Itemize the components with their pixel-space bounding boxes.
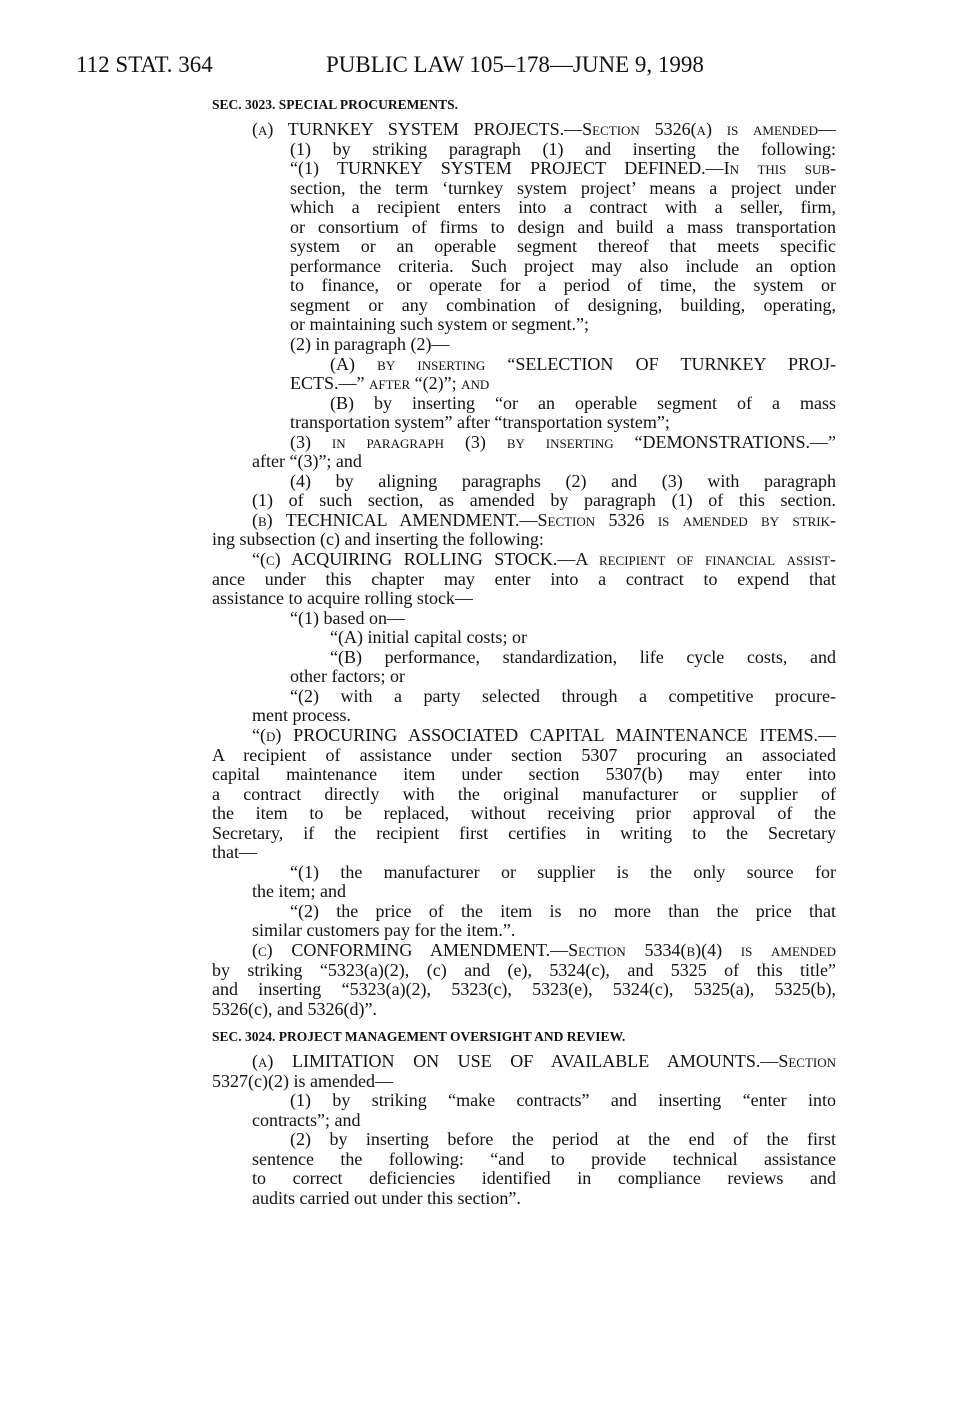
document-text-line: or maintaining such system or segment.”;: [290, 314, 589, 335]
document-text-line: a contract directly with the original manufacturer or supplier of: [212, 783, 836, 804]
document-text-line: ment process.: [252, 705, 351, 726]
document-text-line: (b) TECHNICAL AMENDMENT.—Section 5326 is amended by strik-: [252, 509, 836, 530]
section-heading: SEC. 3023. SPECIAL PROCUREMENTS.: [212, 97, 459, 112]
document-text-line: (1) by striking “make contracts” and inserting “enter into: [290, 1090, 836, 1111]
public-law-title: PUBLIC LAW 105–178—JUNE 9, 1998: [326, 52, 704, 77]
document-text-line: “(c) ACQUIRING ROLLING STOCK.—A recipient of financial assist-: [252, 549, 836, 570]
document-text-line: after “(3)”; and: [252, 451, 362, 472]
document-text-line: which a recipient enters into a contract with a seller, firm,: [290, 197, 836, 218]
document-text-line: contracts”; and: [252, 1109, 361, 1130]
document-text-line: “(2) with a party selected through a competitive procure-: [290, 685, 836, 706]
document-body: [212, 96, 836, 1209]
document-text-line: section, the term ‘turnkey system project’ means a project under: [290, 177, 836, 198]
document-text-line: (3) in paragraph (3) by inserting “DEMONSTRATIONS.—”: [290, 431, 836, 452]
document-text-line: that—: [212, 842, 257, 863]
document-text-line: audits carried out under this section”.: [252, 1187, 521, 1208]
document-text-line: 5326(c), and 5326(d)”.: [212, 998, 377, 1019]
document-text-line: segment or any combination of designing, building, operating,: [290, 294, 836, 315]
document-text-line: to correct deficiencies identified in compliance reviews and: [252, 1168, 836, 1189]
document-text-line: by striking “5323(a)(2), (c) and (e), 5324(c), and 5325 of this title”: [212, 959, 836, 980]
document-text-line: to finance, or operate for a period of time, the system or: [290, 275, 836, 296]
document-text-line: sentence the following: “and to provide technical assistance: [252, 1148, 836, 1169]
document-text-line: similar customers pay for the item.”.: [252, 920, 516, 941]
document-text-line: (B) by inserting “or an operable segment of a mass: [330, 392, 836, 413]
document-text-line: Secretary, if the recipient first certifies in writing to the Secretary: [212, 822, 836, 843]
document-text-line: system or an operable segment thereof that meets specific: [290, 236, 836, 257]
document-text-line: (2) by inserting before the period at the end of the first: [290, 1129, 836, 1150]
document-text-line: performance criteria. Such project may also include an option: [290, 255, 836, 276]
document-text-line: transportation system” after “transportation system”;: [290, 412, 670, 433]
document-text-line: other factors; or: [290, 666, 405, 687]
document-text-line: ing subsection (c) and inserting the following:: [212, 529, 544, 550]
document-text-line: (c) CONFORMING AMENDMENT.—Section 5334(b)(4) is amended: [252, 939, 836, 960]
document-text-line: capital maintenance item under section 5307(b) may enter into: [212, 764, 836, 785]
document-text-line: “(d) PROCURING ASSOCIATED CAPITAL MAINTENANCE ITEMS.—: [252, 724, 836, 745]
document-text-line: the item; and: [252, 881, 346, 902]
document-text-line: (A) by inserting “SELECTION OF TURNKEY PROJ-: [330, 353, 836, 374]
page-header: [76, 52, 776, 82]
document-text-line: A recipient of assistance under section 5307 procuring an associated: [212, 744, 836, 765]
section-heading: SEC. 3024. PROJECT MANAGEMENT OVERSIGHT AND REVIEW.: [212, 1029, 626, 1045]
document-text-line: (4) by aligning paragraphs (2) and (3) with paragraph: [290, 470, 836, 491]
document-text-line: the item to be replaced, without receiving prior approval of the: [212, 803, 836, 824]
document-text-line: “(1) the manufacturer or supplier is the only source for: [290, 861, 836, 882]
document-text-line: “(B) performance, standardization, life cycle costs, and: [330, 646, 836, 667]
document-text-line: (2) in paragraph (2)—: [290, 334, 450, 355]
document-text-line: (a) LIMITATION ON USE OF AVAILABLE AMOUNTS.—Section: [252, 1051, 836, 1072]
statute-page-citation: 112 STAT. 364: [76, 52, 213, 77]
document-text-line: “(2) the price of the item is no more than the price that: [290, 900, 836, 921]
document-text-line: “(1) based on—: [290, 607, 405, 628]
document-text-line: 5327(c)(2) is amended—: [212, 1070, 393, 1091]
document-text-line: (1) by striking paragraph (1) and inserting the following:: [290, 138, 836, 159]
document-text-line: “(1) TURNKEY SYSTEM PROJECT DEFINED.—In this sub-: [290, 158, 836, 179]
document-text-line: assistance to acquire rolling stock—: [212, 588, 473, 609]
document-text-line: (1) of such section, as amended by paragraph (1) of this section.: [252, 490, 836, 511]
document-text-line: (a) TURNKEY SYSTEM PROJECTS.—Section 5326(a) is amended—: [252, 119, 836, 139]
document-text-line: “(A) initial capital costs; or: [330, 627, 527, 648]
document-text-line: and inserting “5323(a)(2), 5323(c), 5323(e), 5324(c), 5325(a), 5325(b),: [212, 979, 836, 1000]
document-text-line: or consortium of firms to design and build a mass transportation: [290, 216, 836, 237]
document-text-line: ECTS.—” after “(2)”; and: [290, 373, 490, 394]
document-text-line: ance under this chapter may enter into a contract to expend that: [212, 568, 836, 589]
